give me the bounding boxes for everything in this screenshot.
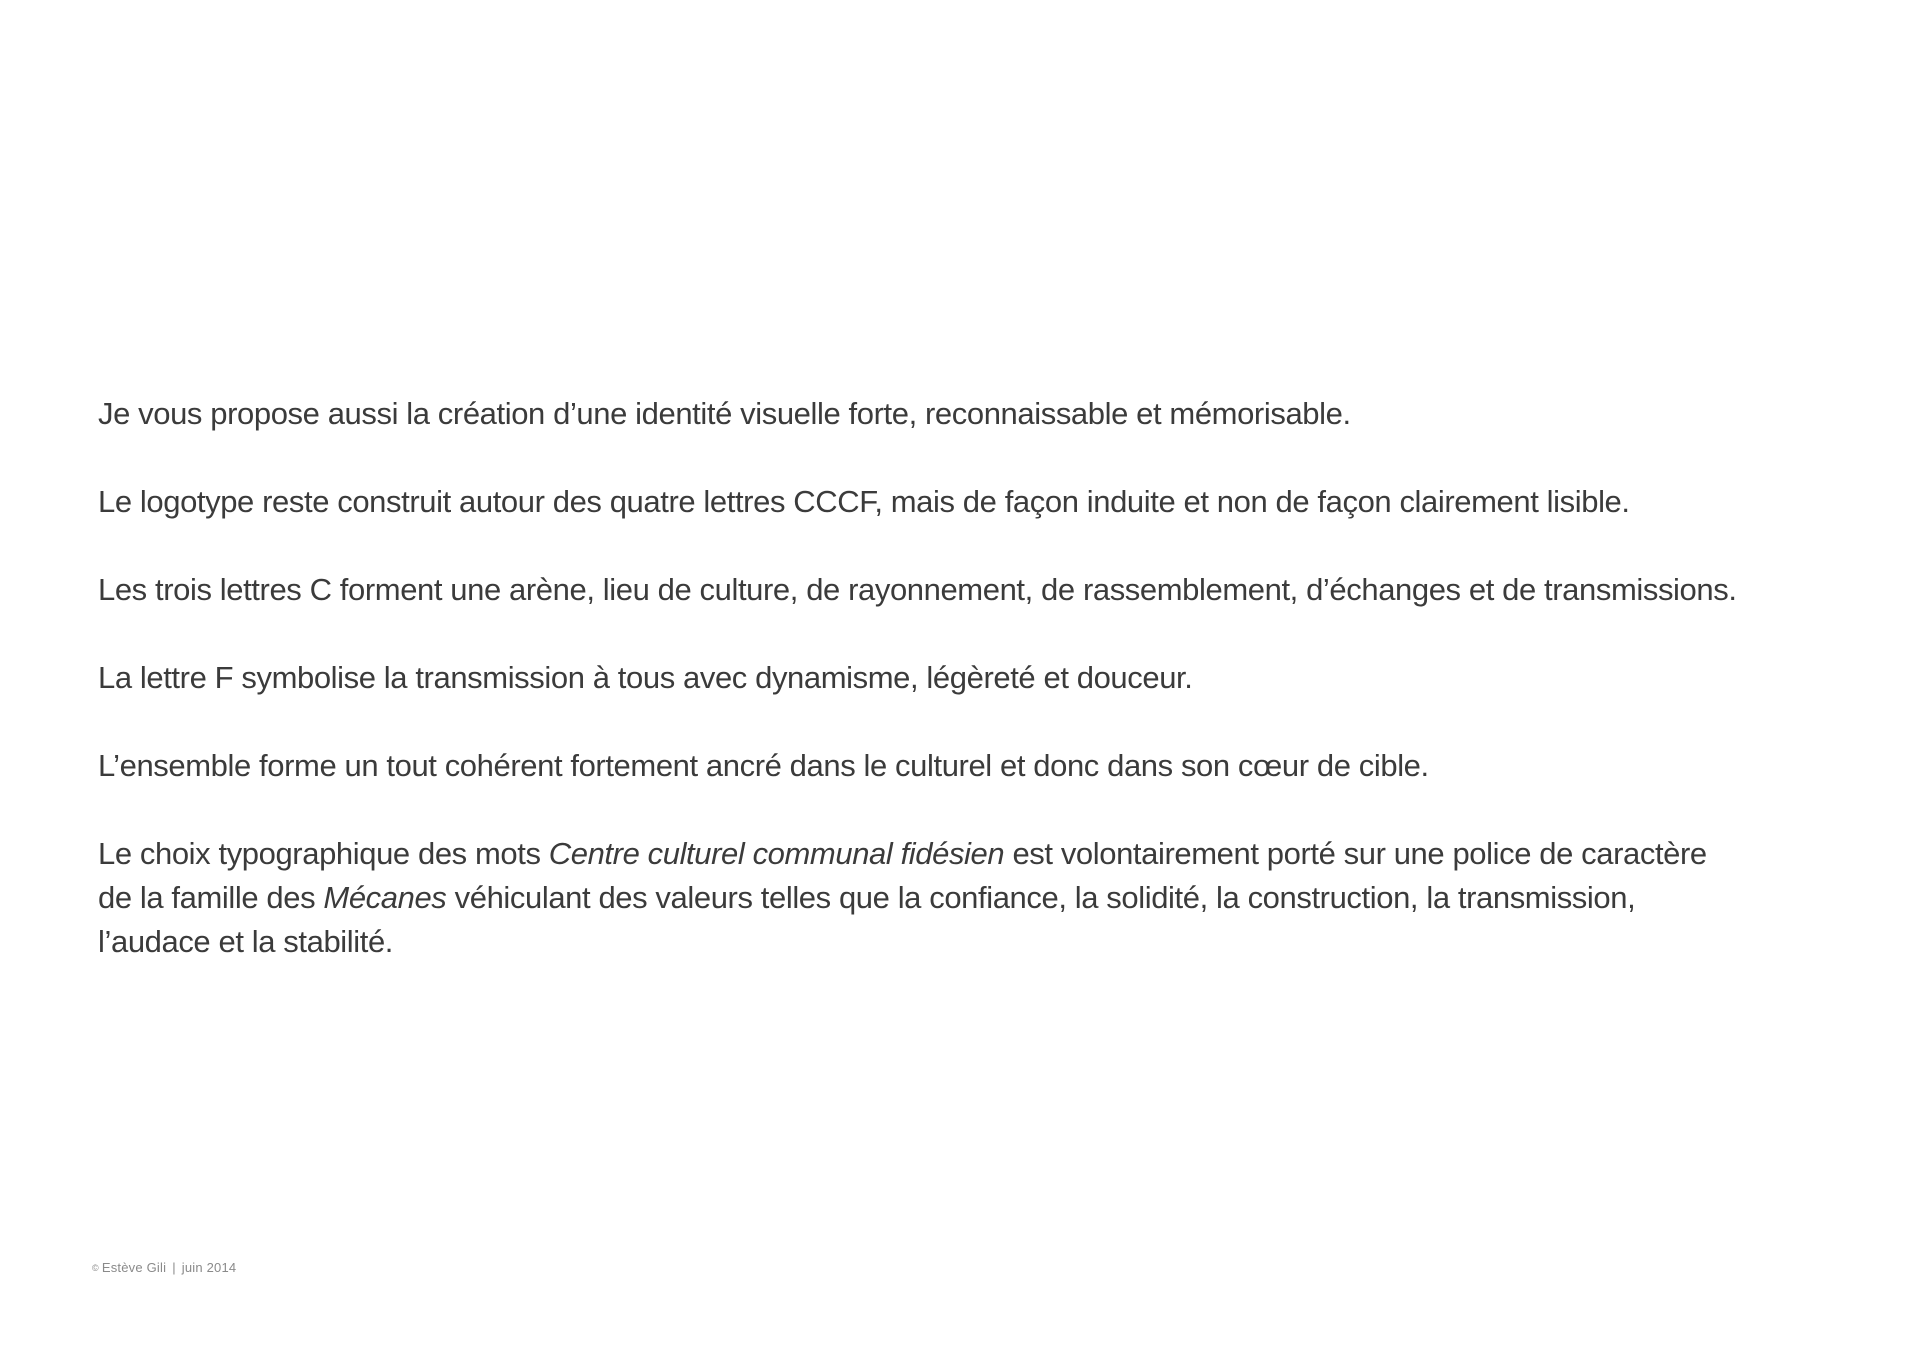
paragraph-6-italic-family: Mécanes bbox=[323, 880, 447, 915]
body-text bbox=[98, 392, 1858, 964]
footer-credit bbox=[92, 1260, 236, 1276]
paragraph-6-italic-name: Centre culturel communal fidésien bbox=[548, 836, 1005, 871]
paragraph-6-line-1-text-after: est volontairement porté sur une police de caractère bbox=[1004, 836, 1707, 871]
paragraph-6-line-1-text-before: Le choix typographique des mots bbox=[98, 836, 549, 871]
copyright-symbol: © bbox=[92, 1263, 99, 1273]
footer-date: juin 2014 bbox=[181, 1260, 237, 1275]
paragraph-3: Les trois lettres C forment une arène, lieu de culture, de rayonnement, de rassemblement, d’échanges et de transmissions. bbox=[98, 572, 1737, 607]
paragraph-6-line-2 bbox=[98, 876, 1858, 920]
footer-separator: | bbox=[172, 1260, 176, 1275]
paragraph-4: La lettre F symbolise la transmission à tous avec dynamisme, légèreté et douceur. bbox=[98, 660, 1193, 695]
paragraph-2: Le logotype reste construit autour des quatre lettres CCCF, mais de façon induite et non de façon clairement lisible. bbox=[98, 484, 1630, 519]
paragraph-6-line-1 bbox=[98, 832, 1858, 876]
paragraph-6-line-3: l’audace et la stabilité. bbox=[98, 924, 394, 959]
footer-author: Estève Gili bbox=[101, 1260, 167, 1275]
paragraph-1: Je vous propose aussi la création d’une identité visuelle forte, reconnaissable et mémorisable. bbox=[98, 396, 1351, 431]
paragraph-5: L’ensemble forme un tout cohérent fortement ancré dans le culturel et donc dans son cœur de cible. bbox=[98, 748, 1429, 783]
paragraph-6-line-2-text-after: véhiculant des valeurs telles que la confiance, la solidité, la construction, la transmission, bbox=[446, 880, 1636, 915]
paragraph-6 bbox=[98, 832, 1858, 964]
paragraph-6-line-2-text-before: de la famille des bbox=[98, 880, 324, 915]
